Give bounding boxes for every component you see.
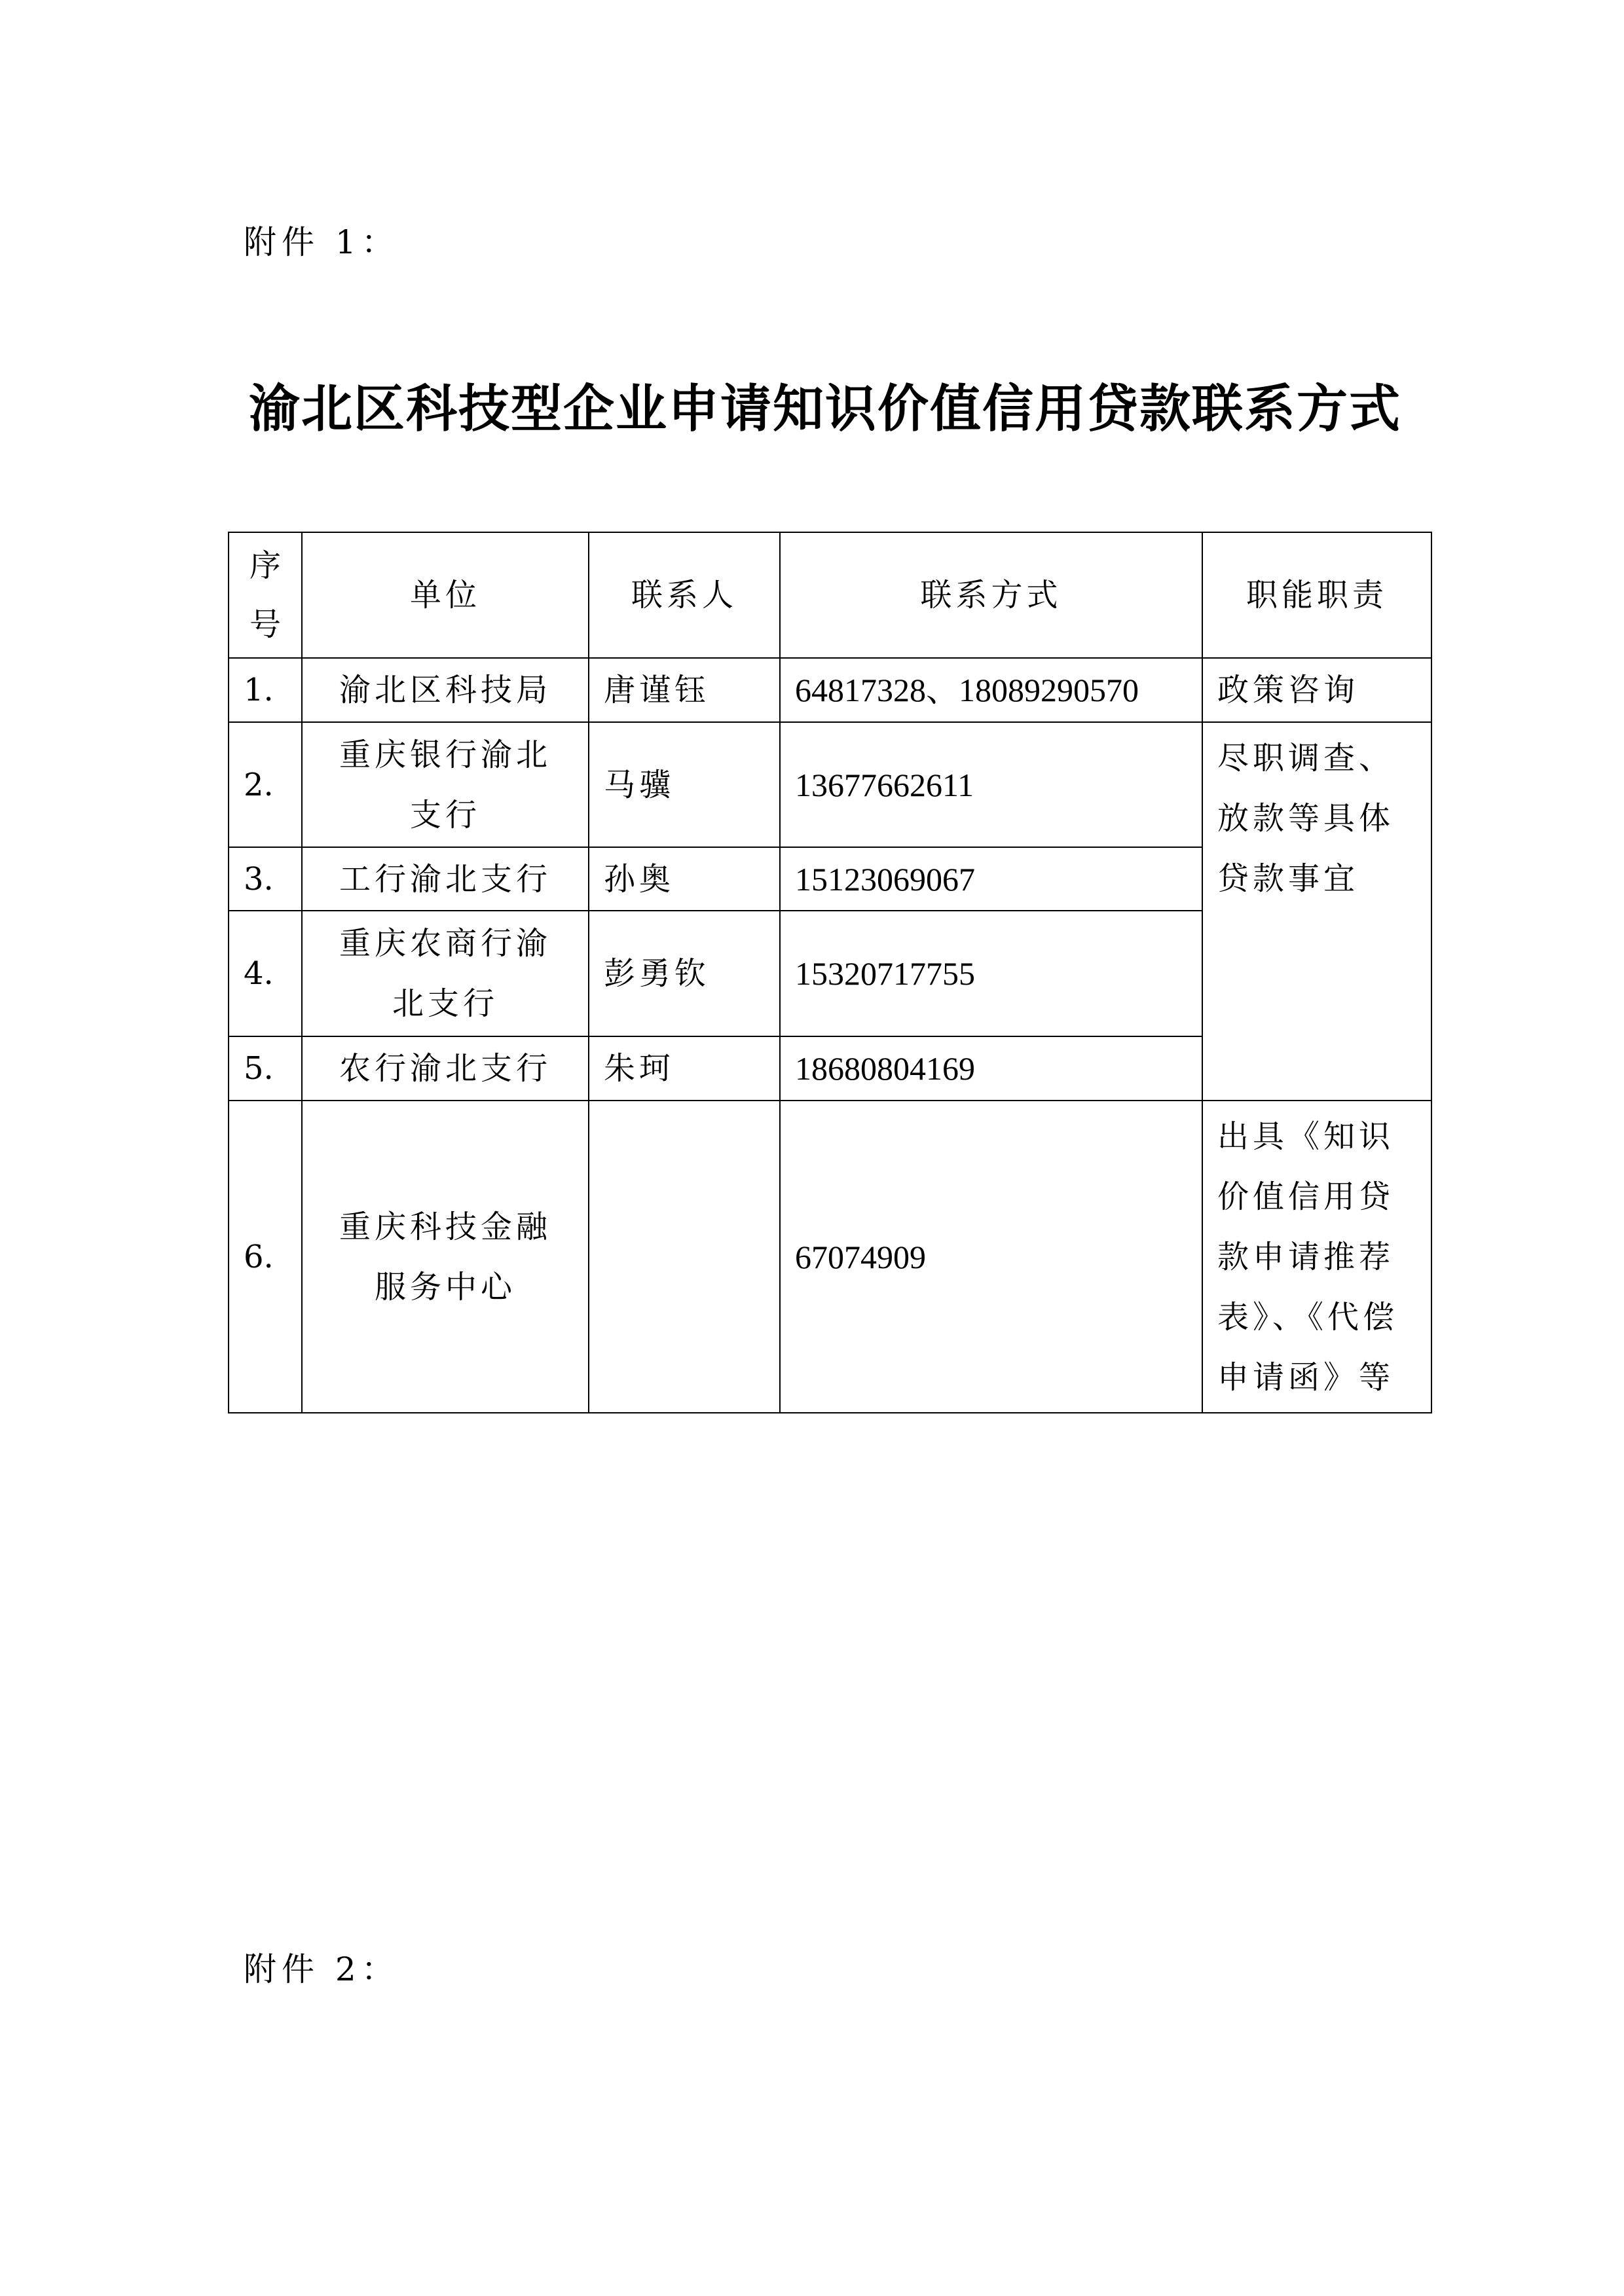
row-person: 朱珂	[589, 1036, 780, 1101]
row-duty-merged: 尽职调查、放款等具体贷款事宜	[1202, 722, 1431, 1101]
row-num: 3.	[229, 847, 302, 911]
row-contact: 15123069067	[780, 847, 1202, 911]
row-num: 4.	[229, 911, 302, 1036]
row-person: 唐谨钰	[589, 658, 780, 722]
row-person: 孙奥	[589, 847, 780, 911]
row-person: 马骥	[589, 722, 780, 847]
row-unit: 农行渝北支行	[302, 1036, 589, 1101]
row-num: 1.	[229, 658, 302, 722]
table-row	[229, 658, 1431, 722]
row-num: 5.	[229, 1036, 302, 1101]
row-unit: 重庆银行渝北支行	[302, 722, 589, 847]
attachment-1-label: 附件 1：	[244, 223, 399, 261]
header-unit: 单位	[302, 532, 589, 658]
header-person: 联系人	[589, 532, 780, 658]
attachment-2-label: 附件 2：	[244, 1950, 399, 1988]
table-row	[229, 1101, 1431, 1413]
row-duty: 出具《知识价值信用贷款申请推荐表》、《代偿申请函》等	[1202, 1101, 1431, 1413]
row-contact: 13677662611	[780, 722, 1202, 847]
row-unit: 重庆农商行渝北支行	[302, 911, 589, 1036]
row-person	[589, 1101, 780, 1413]
row-num: 6.	[229, 1101, 302, 1413]
row-contact: 64817328、18089290570	[780, 658, 1202, 722]
contact-table	[228, 532, 1432, 1413]
header-contact: 联系方式	[780, 532, 1202, 658]
table-row	[229, 722, 1431, 847]
page-title: 渝北区科技型企业申请知识价值信用贷款联系方式	[249, 380, 1402, 439]
row-contact: 18680804169	[780, 1036, 1202, 1101]
row-unit: 重庆科技金融服务中心	[302, 1101, 589, 1413]
row-unit: 渝北区科技局	[302, 658, 589, 722]
row-person: 彭勇钦	[589, 911, 780, 1036]
table-header-row	[229, 532, 1431, 658]
header-duty: 职能职责	[1202, 532, 1431, 658]
row-num: 2.	[229, 722, 302, 847]
header-num: 序 号	[229, 532, 302, 658]
row-unit: 工行渝北支行	[302, 847, 589, 911]
row-duty: 政策咨询	[1202, 658, 1431, 722]
row-contact: 67074909	[780, 1101, 1202, 1413]
row-contact: 15320717755	[780, 911, 1202, 1036]
